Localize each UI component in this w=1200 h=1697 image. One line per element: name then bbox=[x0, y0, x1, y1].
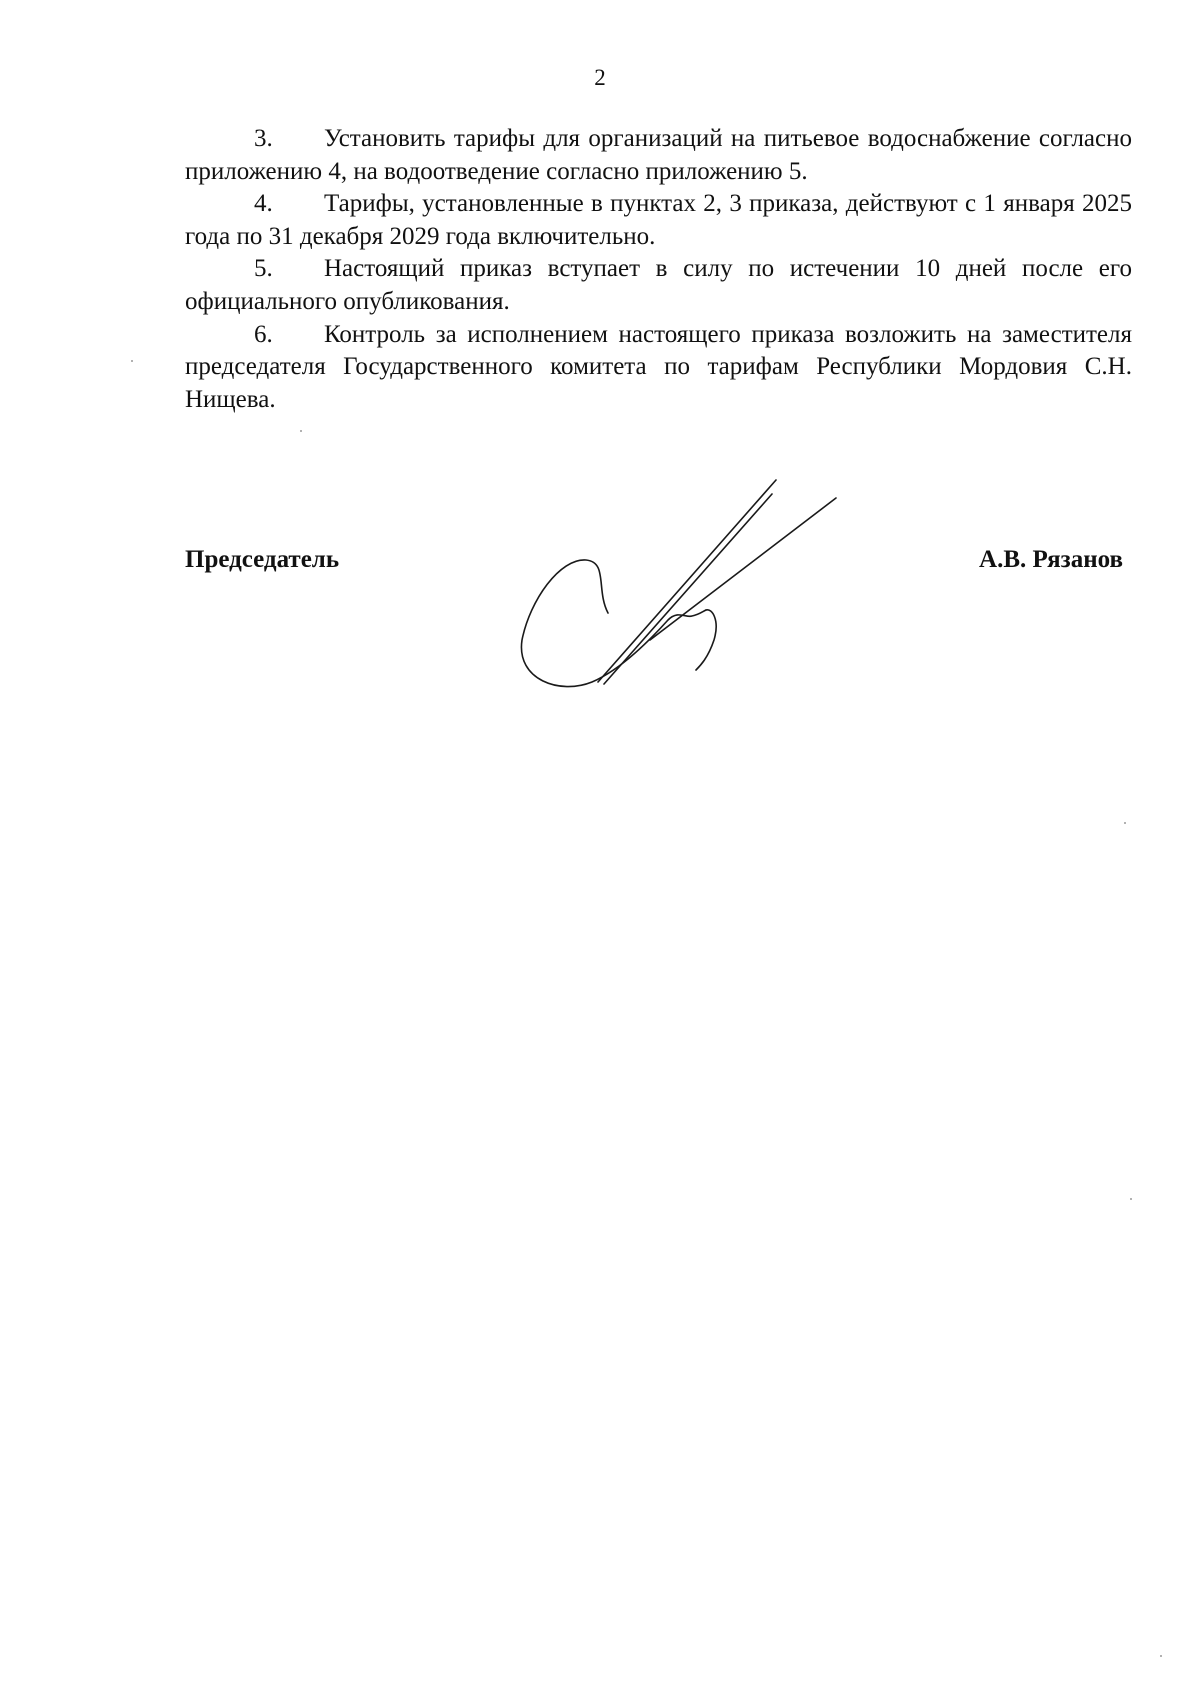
scan-speck bbox=[1160, 1655, 1162, 1657]
paragraph-number: 5. bbox=[254, 255, 273, 283]
page-number: 2 bbox=[594, 65, 606, 90]
paragraph-text: Установить тарифы для организаций на питьевое водоснабжение согласно приложению 4, на водоотведение согласно приложению 5. bbox=[185, 125, 1132, 185]
signatory-title: Председатель bbox=[185, 546, 340, 573]
scan-speck bbox=[1130, 1198, 1132, 1200]
signature-tail-stroke bbox=[696, 610, 716, 670]
paragraph-4 bbox=[185, 188, 1132, 253]
paragraph-number: 6. bbox=[254, 320, 273, 348]
paragraph-5 bbox=[185, 253, 1132, 318]
paragraph-text: Настоящий приказ вступает в силу по истечении 10 дней после его официального опубликования. bbox=[185, 255, 1132, 315]
scan-speck bbox=[1124, 822, 1126, 824]
paragraph-text: Контроль за исполнением настоящего приказа возложить на заместителя председателя Государственного комитета по тарифам Республики Мордовия С.Н. Нищева. bbox=[185, 320, 1132, 413]
paragraph-6 bbox=[185, 319, 1132, 417]
paragraph-number: 4. bbox=[254, 190, 273, 218]
paragraph-number: 3. bbox=[254, 125, 273, 152]
paragraph-3 bbox=[185, 123, 1132, 188]
order-body bbox=[185, 123, 1132, 416]
paragraph-text: Тарифы, установленные в пунктах 2, 3 приказа, действуют с 1 января 2025 года по 31 декабря 2029 года включительно. bbox=[185, 190, 1132, 250]
signatory-name: А.В. Рязанов bbox=[979, 546, 1123, 573]
signature-slash-stroke-2 bbox=[604, 494, 772, 684]
signature-block bbox=[185, 546, 1123, 586]
scan-speck bbox=[131, 360, 133, 362]
scan-speck bbox=[300, 430, 302, 432]
